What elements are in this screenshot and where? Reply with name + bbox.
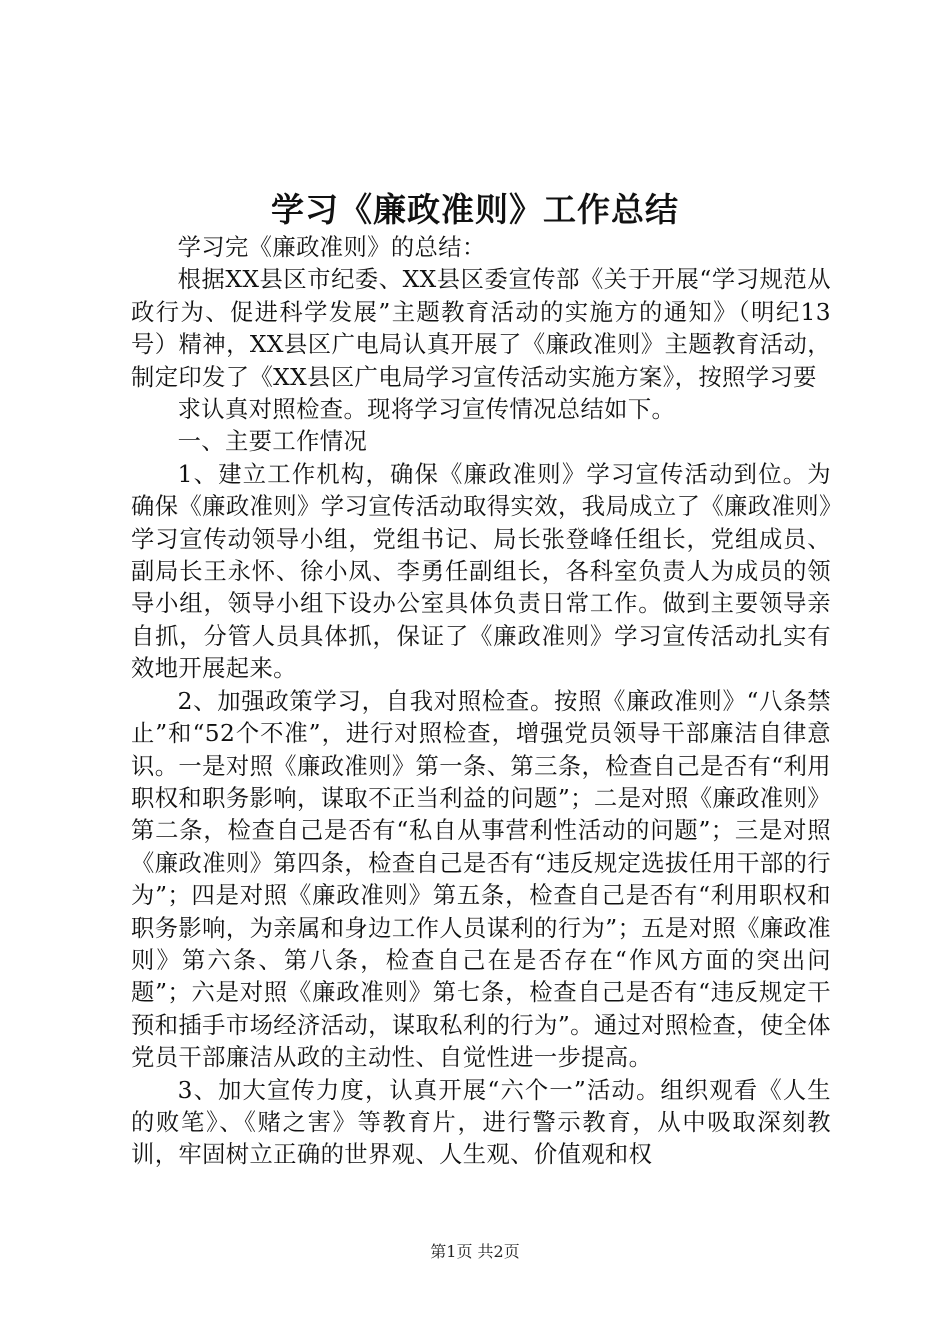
paragraph-background: 根据XX县区市纪委、XX县区委宣传部《关于开展“学习规范从政行为、促进科学发展”主题教育活动的实施方的通知》（明纪13号）精神，XX县区广电局认真开展了《廉政准则》主题教育活动，制定印发了《XX县区广电局学习宣传活动实施方案》，按照学习要	[131, 266, 831, 391]
page-number-footer: 第1页 共2页	[430, 1242, 520, 1261]
paragraph-item-3: 3、加大宣传力度，认真开展“六个一”活动。组织观看《人生的败笔》、《赌之害》等教育片，进行警示教育，从中吸取深刻教训，牢固树立正确的世界观、人生观、价值观和权	[131, 1076, 831, 1169]
paragraph-background-continued: 求认真对照检查。现将学习宣传情况总结如下。	[177, 396, 676, 424]
paragraph-item-2: 2、加强政策学习，自我对照检查。按照《廉政准则》“八条禁止”和“52个不准”，进行对照检查，增强党员领导干部廉洁自律意识。一是对照《廉政准则》第一条、第三条，检查自己是否有“利用职权和职务影响，谋取不正当利益的问题”；二是对照《廉政准则》第二条，检查自己是否有“私自从事营利性活动的问题”；三是对照《廉政准则》第四条，检查自己是否有“违反规定选拔任用干部的行为”；四是对照《廉政准则》第五条，检查自己是否有“利用职权和职务影响，为亲属和身边工作人员谋利的行为”；五是对照《廉政准则》第六条、第八条，检查自己在是否存在“作风方面的突出问题”；六是对照《廉政准则》第七条，检查自己是否有“违反规定干预和插手市场经济活动，谋取私利的行为”。通过对照检查，使全体党员干部廉洁从政的主动性、自觉性进一步提高。	[131, 687, 831, 1072]
paragraph-intro: 学习完《廉政准则》的总结：	[177, 234, 486, 261]
document-title: 学习《廉政准则》工作总结	[271, 190, 679, 229]
paragraph-item-1: 1、建立工作机构，确保《廉政准则》学习宣传活动到位。为确保《廉政准则》学习宣传活动取得实效，我局成立了《廉政准则》学习宣传动领导小组，党组书记、局长张登峰任组长，党组成员、副局长王永怀、徐小凤、李勇任副组长，各科室负责人为成员的领导小组，领导小组下设办公室具体负责日常工作。做到主要领导亲自抓，分管人员具体抓，保证了《廉政准则》学习宣传活动扎实有效地开展起来。	[131, 460, 831, 683]
section-heading-main-work: 一、主要工作情况	[177, 428, 368, 456]
document-body	[131, 232, 831, 1172]
